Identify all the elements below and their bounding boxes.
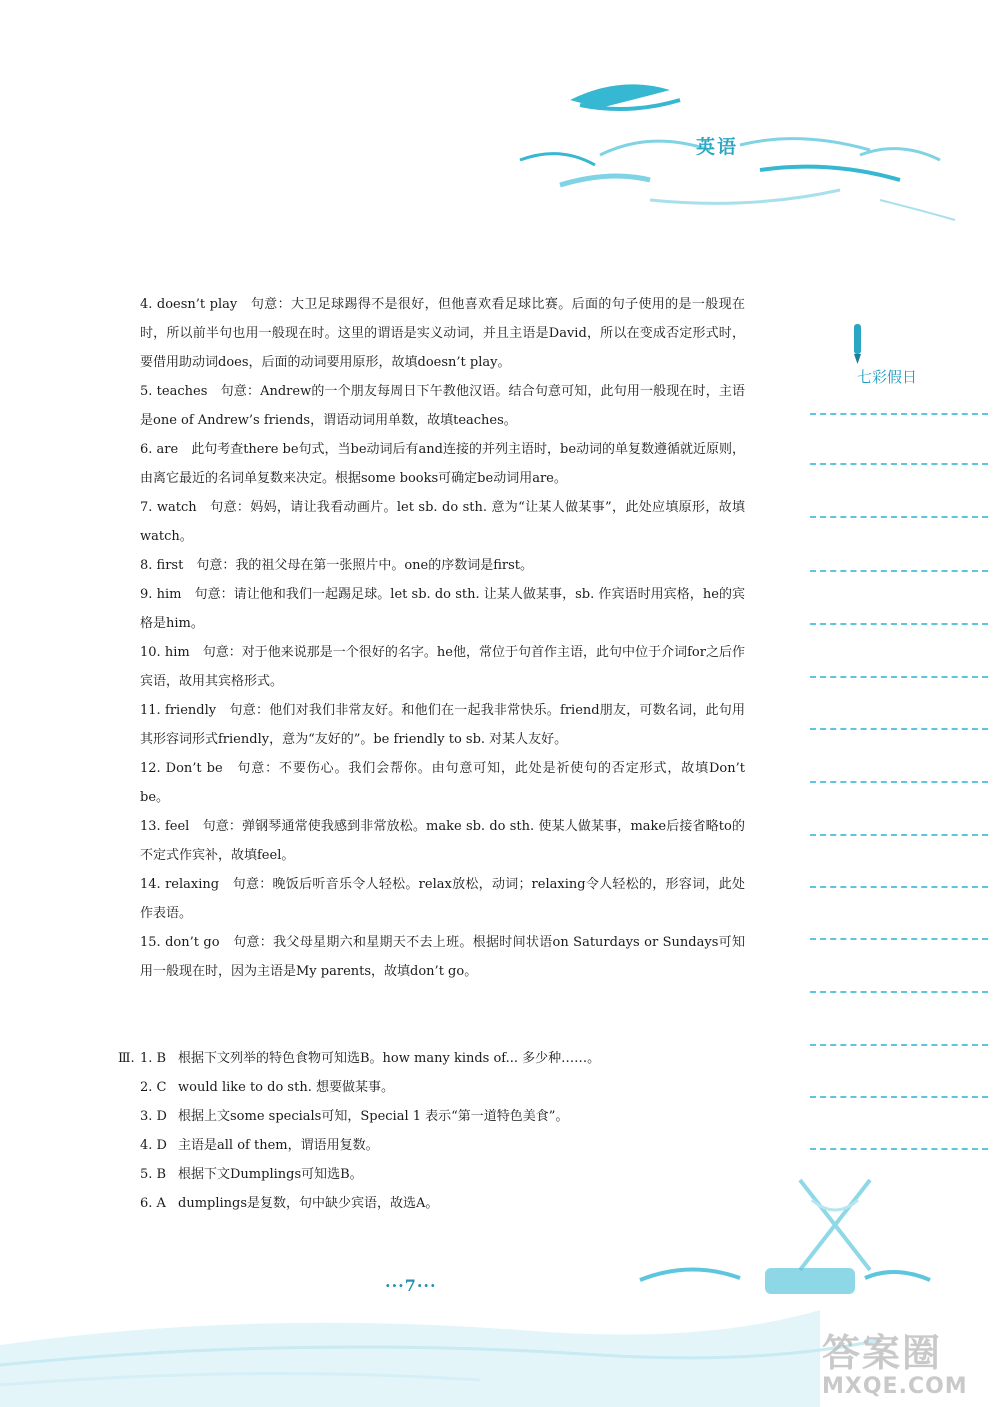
watermark-text: 答案圈 — [822, 1331, 943, 1375]
note-line — [810, 991, 988, 993]
note-line — [810, 886, 988, 888]
answer-number: 4. D — [140, 1138, 167, 1153]
answer-text: 根据上文some specials可知，Special 1 表示“第一道特色美食”。 — [178, 1109, 569, 1124]
brand-label: 七彩假日 — [857, 368, 918, 386]
explanation-item: 9. him 句意：请让他和我们一起踢足球。let sb. do sth. 让某人做某事，sb. 作宾语时用宾格，he的宾格是him。 — [140, 587, 745, 631]
answer-text: dumplings是复数，句中缺少宾语，故选A。 — [178, 1196, 439, 1211]
page-number: ···7··· — [385, 1276, 437, 1295]
note-line — [810, 516, 988, 518]
explanation-item: 12. Don’t be 句意：不要伤心。我们会帮你。由句意可知，此处是祈使句的否定形式，故填Don’t be。 — [140, 761, 745, 805]
explanation-item: 6. are 此句考查there be句式，当be动词后有and连接的并列主语时，be动词的单复数遵循就近原则，由离它最近的名词单复数来决定。根据some books可确定be动词用are。 — [140, 442, 746, 486]
answer-explanations — [140, 290, 745, 986]
answer-text: would like to do sth. 想要做某事。 — [178, 1080, 394, 1095]
note-line — [810, 938, 988, 940]
note-line — [810, 570, 988, 572]
note-line — [810, 728, 988, 730]
answer-number: 2. C — [140, 1080, 167, 1095]
answer-number: 1. B — [140, 1051, 167, 1066]
note-line — [810, 781, 988, 783]
explanation-item: 11. friendly 句意：他们对我们非常友好。和他们在一起我非常快乐。friend朋友，可数名词，此句用其形容词形式friendly，意为“友好的”。be friendly to sb. 对某人友好。 — [140, 703, 745, 747]
explanation-item: 4. doesn’t play 句意：大卫足球踢得不是很好，但他喜欢看足球比赛。后面的句子使用的是一般现在时，所以前半句也用一般现在时。这里的谓语是实义动词，并且主语是David，所以在变成否定形式时，要借用助动词does，后面的动词要用原形，故填doesn’t play。 — [140, 297, 745, 370]
answer-item — [140, 1131, 745, 1160]
pen-icon — [848, 322, 870, 366]
explanation-item: 10. him 句意：对于他来说那是一个很好的名字。he他，常位于句首作主语，此句中位于介词for之后作宾语，故用其宾格形式。 — [140, 645, 745, 689]
note-line — [810, 834, 988, 836]
section-mark: Ⅲ. — [118, 1051, 135, 1066]
answer-text: 根据下文列举的特色食物可知选B。how many kinds of... 多少种……。 — [178, 1051, 601, 1066]
note-line — [810, 1096, 988, 1098]
answer-item — [140, 1044, 745, 1073]
note-line — [810, 1148, 988, 1150]
answer-text: 根据下文Dumplings可知选B。 — [178, 1167, 363, 1182]
note-line — [810, 623, 988, 625]
answer-text: 主语是all of them，谓语用复数。 — [178, 1138, 379, 1153]
explanation-item: 15. don’t go 句意：我父母星期六和星期天不去上班。根据时间状语on Saturdays or Sundays可知用一般现在时，因为主语是My parents，故填don’t go。 — [140, 935, 745, 979]
note-line — [810, 1044, 988, 1046]
answer-item — [140, 1073, 745, 1102]
explanation-item: 8. first 句意：我的祖父母在第一张照片中。one的序数词是first。 — [140, 558, 533, 573]
answer-item — [140, 1102, 745, 1131]
answer-number: 3. D — [140, 1109, 167, 1124]
subject-label: 英语 — [696, 136, 739, 158]
answer-number: 5. B — [140, 1167, 167, 1182]
explanation-item: 14. relaxing 句意：晚饭后听音乐令人轻松。relax放松，动词；relaxing令人轻松的，形容词，此处作表语。 — [140, 877, 745, 921]
answer-number: 6. A — [140, 1196, 166, 1211]
explanation-item: 7. watch 句意：妈妈，请让我看动画片。let sb. do sth. 意为“让某人做某事”，此处应填原形，故填watch。 — [140, 500, 745, 544]
explanation-item: 13. feel 句意：弹钢琴通常使我感到非常放松。make sb. do sth. 使某人做某事，make后接省略to的不定式作宾补，故填feel。 — [140, 819, 745, 863]
explanation-item: 5. teaches 句意：Andrew的一个朋友每周日下午教他汉语。结合句意可知，此句用一般现在时，主语是one of Andrew’s friends，谓语动词用单数，故填teaches。 — [140, 384, 745, 428]
watermark-url: MXQE.COM — [822, 1374, 968, 1399]
note-line — [810, 413, 988, 415]
note-line — [810, 676, 988, 678]
note-line — [810, 463, 988, 465]
